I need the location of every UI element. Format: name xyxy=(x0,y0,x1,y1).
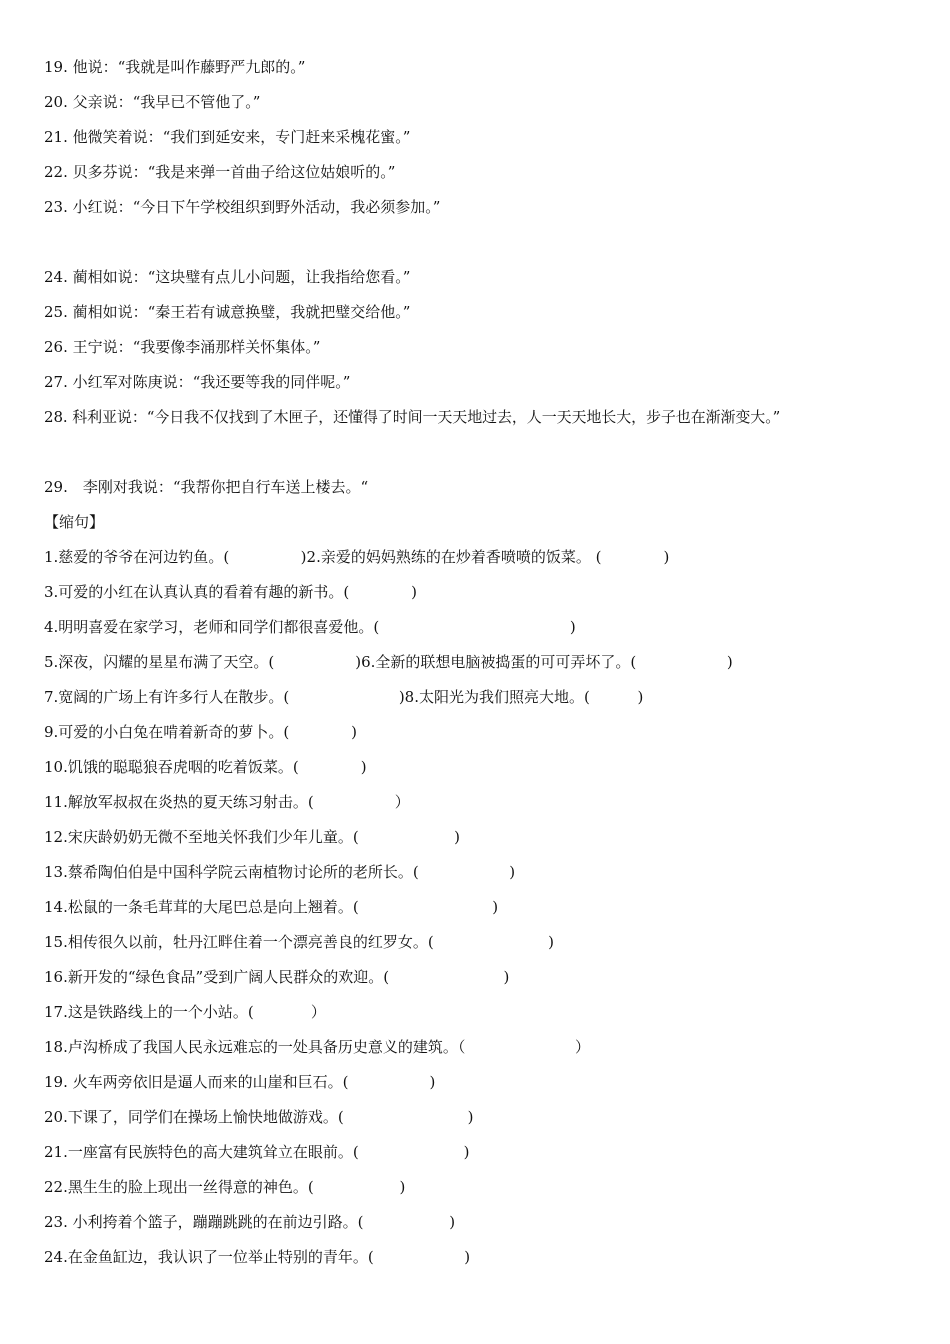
shorten-item-11: 11.解放军叔叔在炎热的夏天练习射击。( ） xyxy=(44,793,410,811)
shorten-item-24: 24.在金鱼缸边，我认识了一位举止特别的青年。( ) xyxy=(44,1248,471,1266)
shorten-item-18: 18.卢沟桥成了我国人民永远难忘的一处具备历史意义的建筑。（ ） xyxy=(44,1038,591,1056)
quote-item-22: 22. 贝多芬说：“我是来弹一首曲子给这位姑娘听的。” xyxy=(44,163,396,181)
shorten-item-3: 3.可爱的小红在认真认真的看着有趣的新书。( ) xyxy=(44,583,418,601)
shorten-item-4: 4.明明喜爱在家学习，老师和同学们都很喜爱他。( ) xyxy=(44,618,576,636)
shorten-item-20: 20.下课了，同学们在操场上愉快地做游戏。( ) xyxy=(44,1108,474,1126)
shorten-item-13: 13.蔡希陶伯伯是中国科学院云南植物讨论所的老所长。( ) xyxy=(44,863,516,881)
section-heading: 【缩句】 xyxy=(44,513,105,531)
quote-item-27: 27. 小红军对陈庚说：“我还要等我的同伴呢。” xyxy=(44,373,351,391)
quote-item-20: 20. 父亲说：“我早已不管他了。” xyxy=(44,93,261,111)
shorten-item-16: 16.新开发的“绿色食品”受到广阔人民群众的欢迎。( ) xyxy=(44,968,510,986)
shorten-item-23: 23. 小利挎着个篮子，蹦蹦跳跳的在前边引路。( ) xyxy=(44,1213,456,1231)
shorten-item-1-2: 1.慈爱的爷爷在河边钓鱼。( )2.亲爱的妈妈熟练的在炒着香喷喷的饭菜。 ( ) xyxy=(44,548,670,566)
shorten-item-12: 12.宋庆龄奶奶无微不至地关怀我们少年儿童。( ) xyxy=(44,828,460,846)
quote-item-23: 23. 小红说：“今日下午学校组织到野外活动，我必须参加。” xyxy=(44,198,441,216)
shorten-item-9: 9.可爱的小白兔在啃着新奇的萝卜。( ) xyxy=(44,723,358,741)
quote-item-25: 25. 蔺相如说：“秦王若有诚意换璧，我就把璧交给他。” xyxy=(44,303,411,321)
shorten-item-14: 14.松鼠的一条毛茸茸的大尾巴总是向上翘着。( ) xyxy=(44,898,499,916)
shorten-item-7-8: 7.宽阔的广场上有许多行人在散步。( )8.太阳光为我们照亮大地。( ) xyxy=(44,688,644,706)
shorten-item-21: 21.一座富有民族特色的高大建筑耸立在眼前。( ) xyxy=(44,1143,470,1161)
quote-item-24: 24. 蔺相如说：“这块璧有点儿小问题，让我指给您看。” xyxy=(44,268,411,286)
quote-item-29: 29. 李刚对我说：“我帮你把自行车送上楼去。“ xyxy=(44,478,369,496)
shorten-item-17: 17.这是铁路线上的一个小站。( ） xyxy=(44,1003,326,1021)
shorten-item-10: 10.饥饿的聪聪狼吞虎咽的吃着饭菜。( ) xyxy=(44,758,367,776)
shorten-item-5-6: 5.深夜，闪耀的星星布满了天空。( )6.全新的联想电脑被捣蛋的可可弄坏了。( ) xyxy=(44,653,733,671)
shorten-item-15: 15.相传很久以前，牡丹江畔住着一个漂亮善良的红罗女。( ) xyxy=(44,933,554,951)
quote-item-26: 26. 王宁说：“我要像李涌那样关怀集体。” xyxy=(44,338,321,356)
shorten-item-19: 19. 火车两旁依旧是逼人而来的山崖和巨石。( ) xyxy=(44,1073,436,1091)
quote-item-28: 28. 科利亚说：“今日我不仅找到了木匣子，还懂得了时间一天天地过去，人一天天地长大，步子也在渐渐变大。” xyxy=(44,408,781,426)
quote-item-19: 19. 他说：“我就是叫作藤野严九郎的。” xyxy=(44,58,306,76)
shorten-item-22: 22.黑生生的脸上现出一丝得意的神色。( ) xyxy=(44,1178,406,1196)
quote-item-21: 21. 他微笑着说：“我们到延安来，专门赶来采槐花蜜。” xyxy=(44,128,411,146)
